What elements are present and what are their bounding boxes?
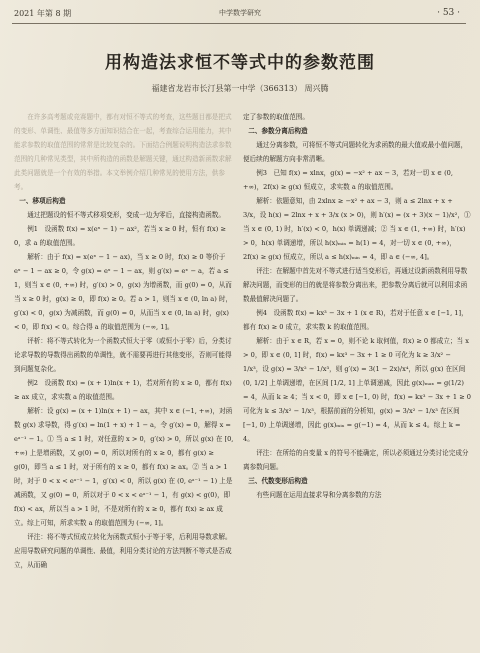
page-number: · 53 ·	[437, 8, 460, 18]
section-3-intro: 有些问题在运用直接求导和分离参数的方法	[256, 491, 382, 499]
example-4: 例4 设函数 f(x) = kx³ − 3x + 1 (x ∈ R)，若对于任意 x ∈ [−1, 1]，都有 f(x) ≥ 0 成立，求实数 k 的取值范围。	[243, 309, 468, 331]
section-heading-2: 二、参数分离后构造	[248, 127, 308, 135]
solution-4: 解析：由于 x ∈ R，若 x = 0，则不论 k 取何值，f(x) ≥ 0 都成立；当 x > 0，即 x ∈ (0, 1] 时，f(x) = kx³ − 3x + 1 ≥ 0 可化为 k ≥ 3/x² − 1/x³，设 g(x) = 3/x² − 1/x³，则 g′(x) = 3(1 − 2x)/x⁴，所以 g(x) 在区间 (0, 1/2] 上单调递增，在区间 [1/2, 1] 上单调递减，因此 g(x)ₘₐₓ = g(1/2) = 4，从而 k ≥ 4；当 x < 0，即 x ∈ [−1, 0) 时，f(x) = kx³ − 3x + 1 ≥ 0 可化为 k ≤ 3/x² − 1/x³，根据前面的分析知，g(x) = 3/x² − 1/x³ 在区间 [−1, 0) 上单调递增，因此 g(x)ₘᵢₙ = g(−1) = 4，从而 k ≤ 4。综上 k = 4。	[243, 337, 471, 443]
section-heading-3: 三、代数变形后构造	[248, 477, 308, 485]
journal-issue: 2021 年第 8 期	[14, 9, 72, 18]
section-heading-1: 一、移项后构造	[19, 197, 66, 205]
left-column	[14, 110, 234, 650]
section-2-intro: 通过分离参数，可将恒不等式问题转化为求函数的最大值或最小值问题，便后续的解题方向非常清晰。	[243, 141, 468, 163]
remark-4: 评注：在所给的自变量 x 的符号不能确定，所以必须通过分类讨论完成分离参数问题。	[243, 449, 469, 471]
right-column	[243, 110, 471, 650]
article-title: 用构造法求恒不等式中的参数范围	[105, 53, 375, 73]
author-byline: 福建省龙岩市长汀县第一中学（366313） 周兴腾	[151, 84, 329, 93]
solution-2: 解析：设 g(x) = (x + 1)ln(x + 1) − ax，其中 x ∈ (−1, +∞)，对函数 g(x) 求导数，得 g′(x) = ln(1 + x) + 1 − a，令 g′(x) = 0，解得 x = eᵃ⁻¹ − 1。① 当 a ≤ 1 时，对任意的 x > 0，g′(x) > 0，所以 g(x) 在 [0, +∞) 上是增函数，又 g(0) = 0，所以对所有的 x ≥ 0，都有 g(x) ≥ g(0)，即当 a ≤ 1 时，对于所有的 x ≥ 0，都有 f(x) ≥ ax。② 当 a > 1 时，对于 0 < x < eᵃ⁻¹ − 1，g′(x) < 0，所以 g(x) 在 (0, eᵃ⁻¹ − 1) 上是减函数，又 g(0) = 0，所以对于 0 < x < eᵃ⁻¹ − 1，有 g(x) < g(0)，即 f(x) < ax，所以当 a > 1 时，不是对所有的 x ≥ 0，都有 f(x) ≥ ax 成立。综上可知，所求实数 a 的取值范围为 (−∞, 1]。	[14, 407, 234, 527]
continued-text: 定了参数的取值范围。	[243, 113, 309, 121]
example-3: 例3 已知 f(x) = xlnx，g(x) = −x² + ax − 3，若对一切 x ∈ (0, +∞)，2f(x) ≥ g(x) 恒成立，求实数 a 的取值范围。	[243, 169, 453, 191]
example-2: 例2 设函数 f(x) = (x + 1)ln(x + 1)，若对所有的 x ≥ 0，都有 f(x) ≥ ax 成立，求实数 a 的取值范围。	[14, 379, 232, 401]
remark-2: 评注：将不等式恒成立转化为函数式恒小于等于零，后利用导数求解。应用导数研究问题的单调性、最值，利用分类讨论的方法判断不等式是否成立，从而确	[14, 533, 232, 569]
remark-1: 评析：将不等式转化为一个函数式恒大于零（或恒小于零）后，分类讨论求导数的导数得出函数的单调性，就不需要再进行其他变形，否则可能得到问题复杂化。	[14, 337, 232, 373]
section-1-intro: 通过把题设的恒不等式移项变形，变成一边为零后，直接构造函数。	[27, 211, 225, 219]
solution-1: 解析：由于 f(x) = x(eˣ − 1 − ax)，当 x ≥ 0 时，f(x) ≥ 0 等价于 eˣ − 1 − ax ≥ 0，令 g(x) = eˣ − 1 − ax，则 g′(x) = eˣ − a，若 a ≤ 1，则当 x ∈ (0, +∞) 时，g′(x) > 0，g(x) 为增函数，而 g(0) = 0，从而当 x ≥ 0 时，g(x) ≥ 0，即 f(x) ≥ 0。若 a > 1，则当 x ∈ (0, ln a) 时，g′(x) < 0，g(x) 为减函数，而 g(0) = 0，从而当 x ∈ (0, ln a) 时，g(x) < 0，即 f(x) < 0。综合得 a 的取值范围为 (−∞, 1]。	[14, 253, 233, 331]
example-1: 例1 设函数 f(x) = x(eˣ − 1) − ax²，若当 x ≥ 0 时，恒有 f(x) ≥ 0，求 a 的取值范围。	[14, 225, 226, 247]
journal-name: 中学数学研究	[219, 9, 261, 17]
header-rule	[12, 23, 466, 24]
intro-paragraph: 在许多高考题或竞赛题中，都有对恒不等式的考查，这些题目都是把式的变形、单调性、最值等多方面知识结合在一起，考查综合运用能力，其中能求参数的取值范围的常常是比较复杂的。下面结合例题说明构造法求参数范围的几种常见类型，其中所构造的函数是解题关键，通过构造新函数求解此类问题就是一个有效的举措。本文举例介绍几种常见的使用方法，供参考。	[14, 113, 232, 191]
remark-3: 评注：在解题中首先对不等式进行适当变形后，再通过设新函数利用导数解决问题，而变形的目的就是将参数分离出来，把参数分离后就可以利用求函数最值解决问题了。	[243, 267, 468, 303]
solution-3: 解析：依题意知，由 2xlnx ≥ −x² + ax − 3，则 a ≤ 2lnx + x + 3/x，设 h(x) = 2lnx + x + 3/x (x > 0)，则 h′(x) = (x + 3)(x − 1)/x²，① 当 x ∈ (0, 1) 时，h′(x) < 0，h(x) 单调递减；② 当 x ∈ (1, +∞) 时，h′(x) > 0，h(x) 单调递增，所以 h(x)ₘᵢₙ = h(1) = 4，对一切 x ∈ (0, +∞)，2f(x) ≥ g(x) 恒成立，所以 a ≤ h(x)ₘᵢₙ = 4，即 a ∈ (−∞, 4]。	[243, 197, 471, 261]
